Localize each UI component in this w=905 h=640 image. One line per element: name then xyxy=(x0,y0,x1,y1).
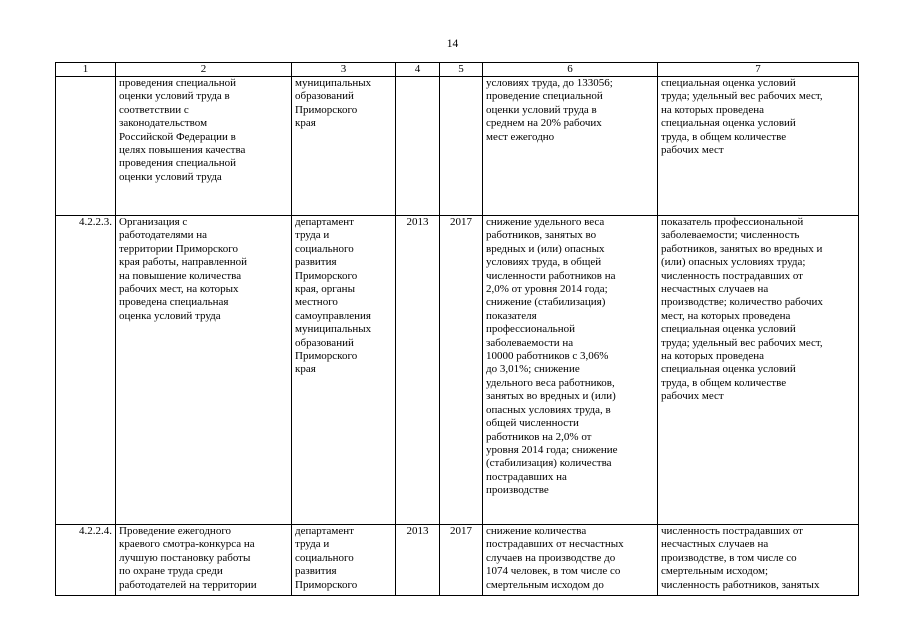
indicator-cell: специальная оценка условий труда; удельный вес рабочих мест, на которых проведена специальная оценка условий труда, в общем количестве рабочих мест xyxy=(658,77,859,216)
expected-result-cell: снижение удельного веса работников, занятых во вредных и (или) опасных условиях труда, в общей численности работников на 2,0% от уровня 2014 года; снижение (стабилизация) показателя профессиональной заболеваемости на 10000 работников с 3,06% до 3,01%; снижение удельного веса работников, занятых во вредных и (или) опасных условиях труда, в общей численности работников на 2,0% от уровня 2014 года; снижение (стабилизация) количества пострадавших на производстве xyxy=(483,216,658,525)
column-header-7: 7 xyxy=(658,63,859,77)
column-header-4: 4 xyxy=(396,63,440,77)
start-year-cell: 2013 xyxy=(396,216,440,525)
item-number-cell xyxy=(56,77,116,216)
column-header-1: 1 xyxy=(56,63,116,77)
executor-cell: департамент труда и социального развития Приморского xyxy=(292,525,396,596)
header-row xyxy=(56,63,859,77)
expected-result-cell: условиях труда, до 133056; проведение специальной оценки условий труда в среднем на 20% рабочих мест ежегодно xyxy=(483,77,658,216)
end-year-cell xyxy=(440,77,483,216)
column-header-2: 2 xyxy=(116,63,292,77)
executor-cell: департамент труда и социального развития Приморского края, органы местного самоуправления муниципальных образований Приморского края xyxy=(292,216,396,525)
end-year-cell: 2017 xyxy=(440,525,483,596)
indicator-cell: численность пострадавших от несчастных случаев на производстве, в том числе со смертельным исходом; численность работников, занятых xyxy=(658,525,859,596)
expected-result-cell: снижение количества пострадавших от несчастных случаев на производстве до 1074 человек, в том числе со смертельным исходом до xyxy=(483,525,658,596)
table-row xyxy=(56,525,859,596)
executor-cell: муниципальных образований Приморского края xyxy=(292,77,396,216)
page-number: 14 xyxy=(446,38,459,50)
start-year-cell: 2013 xyxy=(396,525,440,596)
start-year-cell xyxy=(396,77,440,216)
column-header-5: 5 xyxy=(440,63,483,77)
measure-name-cell: Организация с работодателями на территории Приморского края работы, направленной на повышение количества рабочих мест, на которых проведена специальная оценка условий труда xyxy=(116,216,292,525)
item-number-cell: 4.2.2.4. xyxy=(56,525,116,596)
measure-name-cell: проведения специальной оценки условий труда в соответствии с законодательством Российской Федерации в целях повышения качества проведения специальной оценки условий труда xyxy=(116,77,292,216)
column-header-6: 6 xyxy=(483,63,658,77)
column-header-3: 3 xyxy=(292,63,396,77)
indicator-cell: показатель профессиональной заболеваемости; численность работников, занятых во вредных и (или) опасных условиях труда; численность пострадавших от несчастных случаев на производстве; количество рабочих мест, на которых проведена специальная оценка условий труда; удельный вес рабочих мест, на которых проведена специальная оценка условий труда, в общем количестве рабочих мест xyxy=(658,216,859,525)
end-year-cell: 2017 xyxy=(440,216,483,525)
measures-table xyxy=(55,62,859,596)
measure-name-cell: Проведение ежегодного краевого смотра-конкурса на лучшую постановку работы по охране труда среди работодателей на территории xyxy=(116,525,292,596)
item-number-cell: 4.2.2.3. xyxy=(56,216,116,525)
table-row xyxy=(56,216,859,525)
table-row xyxy=(56,77,859,216)
